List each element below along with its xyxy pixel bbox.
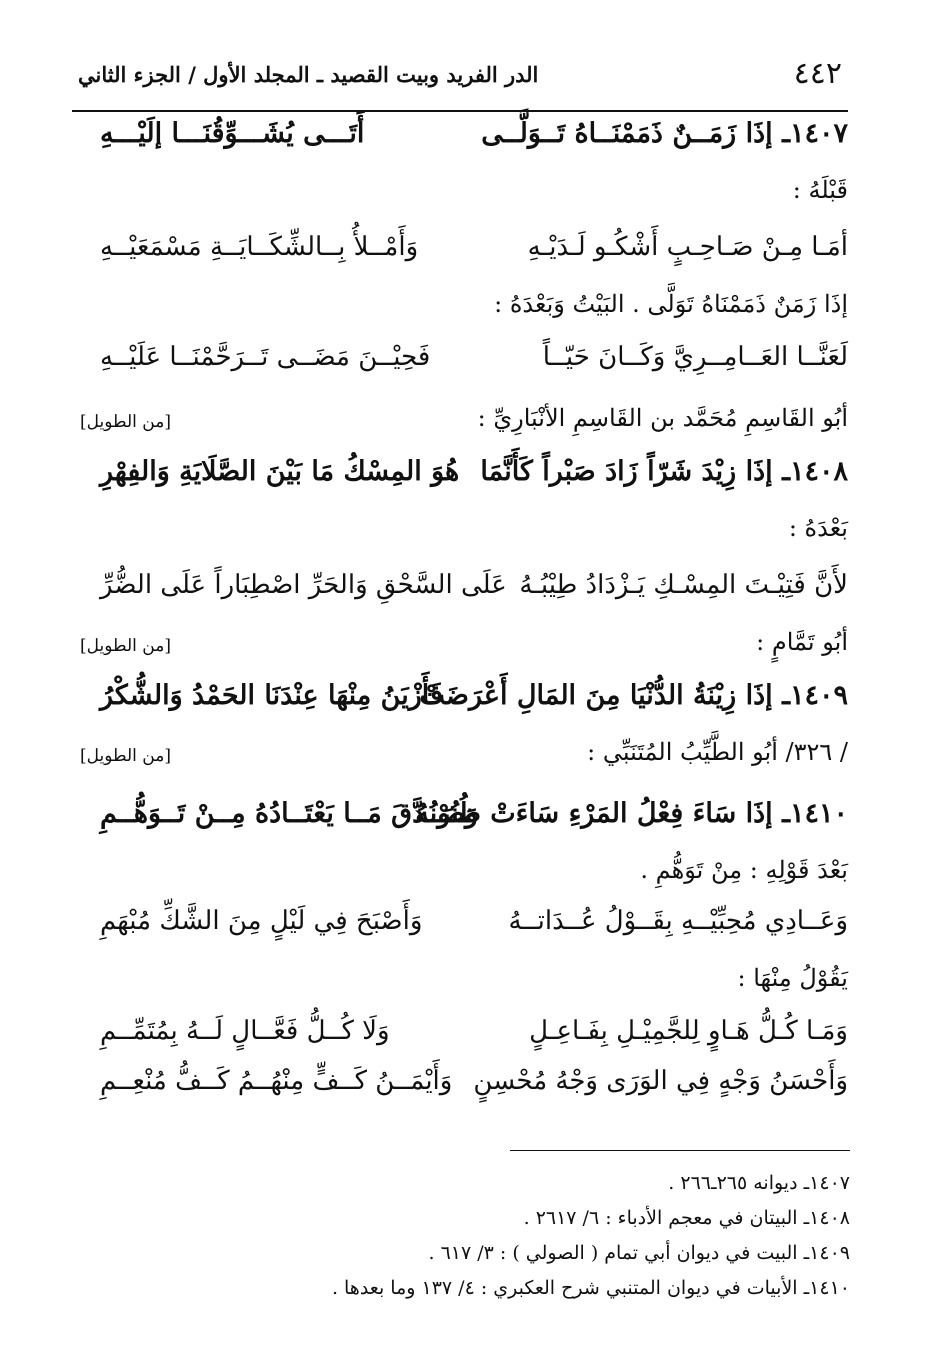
verse-first-hemistich: أمَـا مِـنْ صَـاحِـبٍ أَشْكُـو لَـدَيْـهِ [527, 232, 848, 262]
verse-1407 [72, 118, 848, 176]
verse-first-hemistich: ١٤٠٧ـ إذَا زَمَــنٌ ذَمَمْنَــاهُ تَــوَلَّــى [481, 118, 848, 149]
verse-line [72, 1066, 848, 1116]
verse-first-hemistich: لأَنَّ فَتِيْـتَ المِسْـكِ يَـزْدَادُ طِيْبُـهُ [519, 570, 848, 600]
poet-attribution: / ٣٢٦/ أبُو الطَّيِّبُ المُتَنَبِّي : [من الطويل] [80, 738, 848, 766]
footnote: ١٤١٠ـ الأبيات في ديوان المتنبي شرح العكبري : ٤/ ١٣٧ وما بعدها . [331, 1277, 850, 1299]
entry-number: ١٤٠٧ـ [782, 118, 848, 149]
verse-second-hemistich: عَلَى السَّحْقِ وَالحَرِّ اصْطِبَاراً عَلَى الضُّرِّ [100, 570, 507, 600]
page-header [72, 52, 848, 112]
verse-first-hemistich: ١٤١٠ـ إذَا سَاءَ فِعْلُ المَرْءِ سَاءَتْ ظُنُوْنُهُ [415, 798, 848, 829]
verse-1408 [72, 456, 848, 514]
page-number: ٤٤٢ [793, 56, 842, 91]
meter-label: [من الطويل] [80, 636, 171, 656]
verse-second-hemistich: فَأَزْيَنُ مِنْهَا عِنْدَنَا الحَمْدُ وَالشُّكْرُ [100, 680, 443, 711]
meter-label: [من الطويل] [80, 412, 171, 432]
verse-first-hemistich: وَعَــادِي مُحِبِّيْــهِ بِقَــوْلُ عُــدَاتــهُ [508, 906, 848, 936]
verse-line [72, 906, 848, 964]
verse-second-hemistich: وَأَمْــلأُ بِــالشِّكَــايَــةِ مَسْمَعَيْــهِ [100, 232, 419, 262]
verse-second-hemistich: وَصَــدَّقَ مَــا يَعْتَــادُهُ مِــنْ تَــوَهُّــمِ [100, 798, 479, 829]
footnote: ١٤٠٩ـ البيت في ديوان أبي تمام ( الصولي ) : ٣/ ٦١٧ . [428, 1242, 850, 1264]
verse-line [72, 232, 848, 290]
entry-number: ١٤٠٨ـ [782, 456, 848, 487]
verse-line [72, 1016, 848, 1066]
verse-second-hemistich: هُوَ المِسْكُ مَا بَيْنَ الصَّلَايَةِ وَالفِهْرِ [100, 456, 460, 487]
verse-second-hemistich: أَتَـــى يُشَـــوِّقُنَـــا إلَيْـــهِ [100, 118, 365, 149]
prose-line: إذَا زَمَنٌ ذَمَمْنَاهُ تَوَلَّى . البَيْتُ وَبَعْدَهُ : [494, 290, 848, 318]
footnotes [90, 1166, 850, 1306]
prose-line: يَقُوْلُ مِنْهَا : [737, 964, 848, 992]
footnote: ١٤٠٨ـ البيتان في معجم الأدباء : ٦/ ٢٦١٧ . [523, 1207, 850, 1229]
prose-line: بَعْدَ قَوْلِهِ : مِنْ تَوَهُّمِ . [640, 856, 848, 884]
verse-second-hemistich: وَلَا كُــلُّ فَعَّــالٍ لَــهُ بِمُتَمِّــمِ [100, 1016, 390, 1046]
running-title: الدر الفريد وبيت القصيد ـ المجلد الأول / الجزء الثاني [78, 62, 539, 87]
page-body [72, 118, 848, 1116]
verse-first-hemistich: لَعَنَّــا العَــامِــرِيَّ وَكَــانَ حَيّــاً [542, 342, 848, 372]
prose-line: بَعْدَهُ : [788, 514, 848, 542]
verse-first-hemistich: ١٤٠٩ـ إذَا زِيْنَةُ الدُّنْيَا مِنَ المَالِ أَعْرَضَتْ [419, 680, 848, 711]
verse-second-hemistich: وَأَيْمَــنُ كَــفٍّ مِنْهُــمُ كَــفُّ مُنْعِــمِ [100, 1066, 453, 1096]
poet-attribution: أبُو القَاسِمِ مُحَمَّد بن القَاسِمِ الأنْبَارِيِّ : [من الطويل] [80, 404, 848, 432]
footnote-divider [510, 1150, 850, 1151]
verse-first-hemistich: ١٤٠٨ـ إذَا زِيْدَ شَرّاً زَادَ صَبْراً كَأَنَّمَا [480, 456, 848, 487]
verse-second-hemistich: فَحِيْــنَ مَضَــى تَــرَحَّمْنَــا عَلَيْــهِ [100, 342, 431, 372]
verse-first-hemistich: وَمَـا كُـلُّ هَـاوٍ لِلجَّمِيْـلِ بِفَـاعِـلٍ [529, 1016, 848, 1046]
footnote: ١٤٠٧ـ ديوانه ٢٦٥ـ٢٦٦ . [668, 1172, 850, 1194]
verse-first-hemistich: وَأَحْسَنُ وَجْهٍ فِي الوَرَى وَجْهُ مُحْسِنٍ [473, 1066, 848, 1096]
poet-attribution: أبُو تَمَّامٍ : [من الطويل] [80, 628, 848, 656]
verse-1409 [72, 680, 848, 738]
entry-number: ١٤٠٩ـ [782, 680, 848, 711]
verse-line [72, 570, 848, 628]
verse-second-hemistich: وَأَصْبَحَ فِي لَيْلٍ مِنَ الشَّكِّ مُبْهَمِ [100, 906, 423, 936]
verse-1410 [72, 798, 848, 856]
entry-number: ١٤١٠ـ [782, 798, 848, 829]
prose-line: قَبْلَهُ : [792, 176, 848, 204]
verse-line [72, 342, 848, 404]
meter-label: [من الطويل] [80, 746, 171, 766]
